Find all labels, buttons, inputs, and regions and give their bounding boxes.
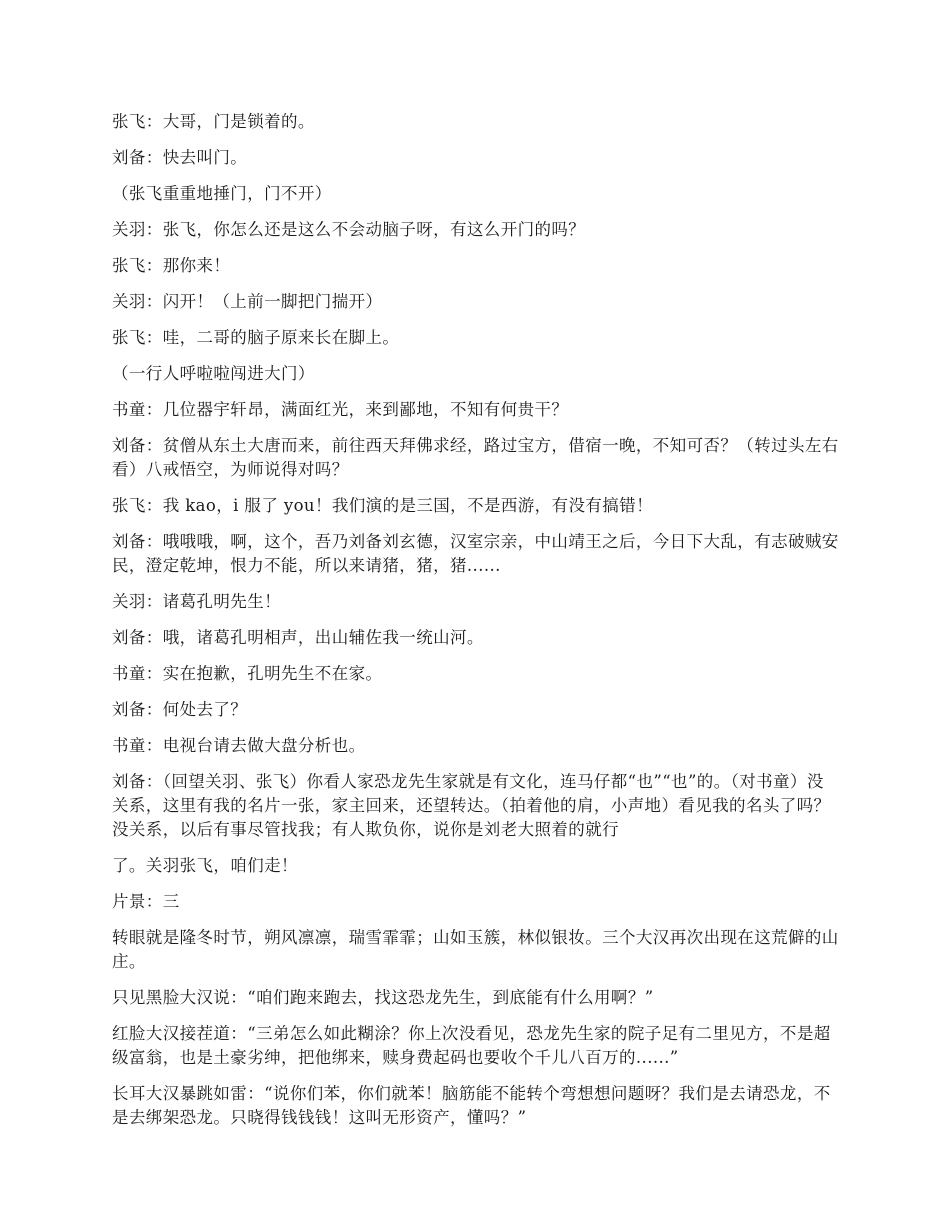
document-body — [112, 110, 840, 1142]
paragraph: 刘备：哦，诸葛孔明相声，出山辅佐我一统山河。 — [112, 628, 484, 647]
paragraph: 刘备：贫僧从东土大唐而来，前往西天拜佛求经，路过宝方，借宿一晚，不知可否？（转过头左右看）八戒悟空，为师说得对吗？ — [112, 436, 839, 479]
paragraph: 张飞：我 kao，i 服了 you！我们演的是三国，不是西游，有没有搞错！ — [112, 496, 653, 515]
paragraph: 红脸大汉接茬道：“三弟怎么如此糊涂？你上次没看见，恐龙先生家的院子足有二里见方，不是超级富翁，也是土豪劣绅，把他绑来，赎身费起码也要收个千儿八百万的......” — [112, 1024, 831, 1067]
paragraph: 书童：电视台请去做大盘分析也。 — [112, 736, 366, 755]
paragraph: （张飞重重地捶门，门不开） — [112, 184, 332, 203]
paragraph: 刘备：（回望关羽、张飞）你看人家恐龙先生家就是有文化，连马仔都“也”“也”的。（对书童）没关系，这里有我的名片一张，家主回来，还望转达。（拍着他的肩，小声地）看见我的名头了吗？没关系，以后有事尽管找我；有人欺负你，说你是刘老大照着的就行 — [112, 772, 831, 839]
paragraph: 刘备：快去叫门。 — [112, 148, 248, 167]
paragraph: 关羽：诸葛孔明先生！ — [112, 592, 281, 611]
paragraph: 长耳大汉暴跳如雷：“说你们苯，你们就苯！脑筋能不能转个弯想想问题呀？我们是去请恐龙，不是去绑架恐龙。只晓得钱钱钱！这叫无形资产，懂吗？” — [112, 1084, 831, 1127]
paragraph: （一行人呼啦啦闯进大门） — [112, 364, 315, 383]
paragraph: 张飞：哇，二哥的脑子原来长在脚上。 — [112, 328, 400, 347]
paragraph: 关羽：张飞，你怎么还是这么不会动脑子呀，有这么开门的吗？ — [112, 220, 586, 239]
paragraph: 书童：几位器宇轩昂，满面红光，来到鄙地，不知有何贵干？ — [112, 400, 569, 419]
paragraph: 书童：实在抱歉，孔明先生不在家。 — [112, 664, 383, 683]
scene-heading: 片景：三 — [112, 892, 180, 911]
paragraph: 张飞：那你来！ — [112, 256, 231, 275]
paragraph: 关羽：闪开！（上前一脚把门揣开） — [112, 292, 383, 311]
paragraph: 转眼就是隆冬时节，朔风凛凛，瑞雪霏霏；山如玉簇，林似银妆。三个大汉再次出现在这荒僻的山庄。 — [112, 928, 839, 971]
paragraph: 刘备：何处去了？ — [112, 700, 248, 719]
paragraph: 张飞：大哥，门是锁着的。 — [112, 112, 315, 131]
paragraph: 只见黑脸大汉说：“咱们跑来跑去，找这恐龙先生，到底能有什么用啊？” — [112, 988, 654, 1007]
paragraph: 刘备：哦哦哦，啊，这个，吾乃刘备刘玄德，汉室宗亲，中山靖王之后，今日下大乱，有志破贼安民，澄定乾坤，恨力不能，所以来请猪，猪，猪...... — [112, 532, 839, 575]
paragraph: 了。关羽张飞，咱们走！ — [112, 856, 298, 875]
